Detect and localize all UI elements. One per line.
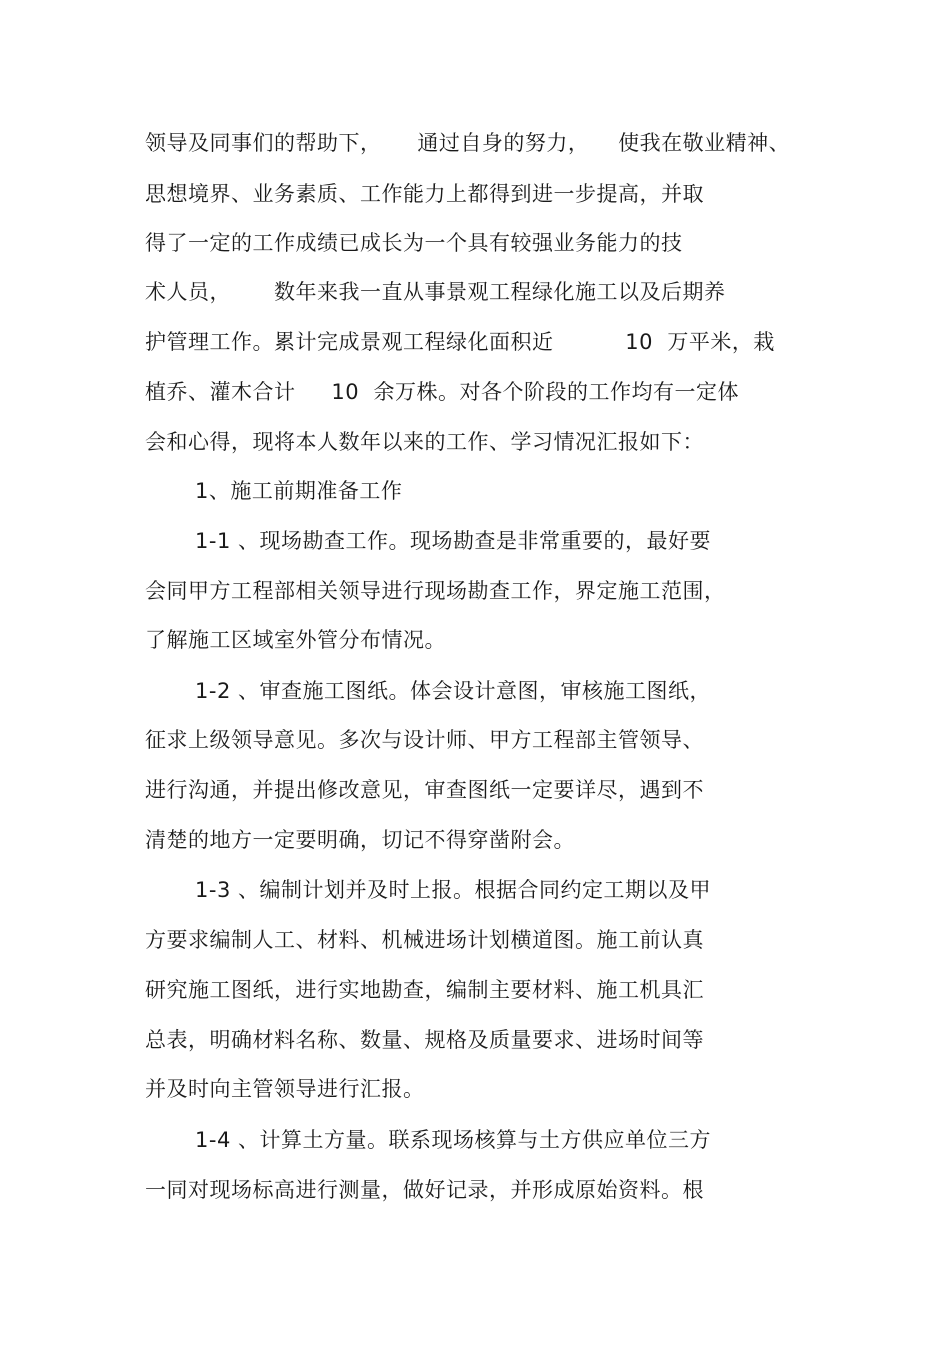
text-line: 方要求编制人工、材料、机械进场计划横道图。施工前认真 [145, 928, 704, 952]
text-line: 清楚的地方一定要明确，切记不得穿凿附会。 [145, 828, 575, 852]
text-line: 进行沟通，并提出修改意见，审查图纸一定要详尽，遇到不 [145, 778, 704, 802]
text-line: 了解施工区域室外管分布情况。 [145, 628, 446, 652]
text-line: 思想境界、业务素质、工作能力上都得到进一步提高，并取 [145, 182, 704, 206]
text-line: 1-1 、现场勘查工作。现场勘查是非常重要的，最好要 [195, 529, 711, 553]
text-line: 领导及同事们的帮助下， 通过自身的努力， 使我在敬业精神、 [145, 131, 791, 155]
text-line: 会和心得，现将本人数年以来的工作、学习情况汇报如下： [145, 430, 704, 454]
text-line: 1-3 、编制计划并及时上报。根据合同约定工期以及甲 [195, 878, 711, 902]
text-line: 护管理工作。累计完成景观工程绿化面积近 10 万平米，栽 [145, 330, 775, 354]
text-line: 植乔、灌木合计 10 余万株。对各个阶段的工作均有一定体 [145, 380, 739, 404]
text-line: 得了一定的工作成绩已成长为一个具有较强业务能力的技 [145, 231, 683, 255]
text-line: 1-4 、计算土方量。联系现场核算与土方供应单位三方 [195, 1128, 711, 1152]
text-line: 并及时向主管领导进行汇报。 [145, 1077, 425, 1101]
text-line: 术人员， 数年来我一直从事景观工程绿化施工以及后期养 [145, 280, 726, 304]
text-line: 征求上级领导意见。多次与设计师、甲方工程部主管领导、 [145, 728, 704, 752]
text-line: 一同对现场标高进行测量，做好记录，并形成原始资料。根 [145, 1178, 704, 1202]
section-heading: 1、施工前期准备工作 [195, 479, 403, 503]
text-line: 1-2 、审查施工图纸。体会设计意图，审核施工图纸， [195, 679, 711, 703]
text-line: 总表，明确材料名称、数量、规格及质量要求、进场时间等 [145, 1028, 704, 1052]
text-line: 会同甲方工程部相关领导进行现场勘查工作，界定施工范围， [145, 579, 726, 603]
text-line: 研究施工图纸，进行实地勘查，编制主要材料、施工机具汇 [145, 978, 704, 1002]
